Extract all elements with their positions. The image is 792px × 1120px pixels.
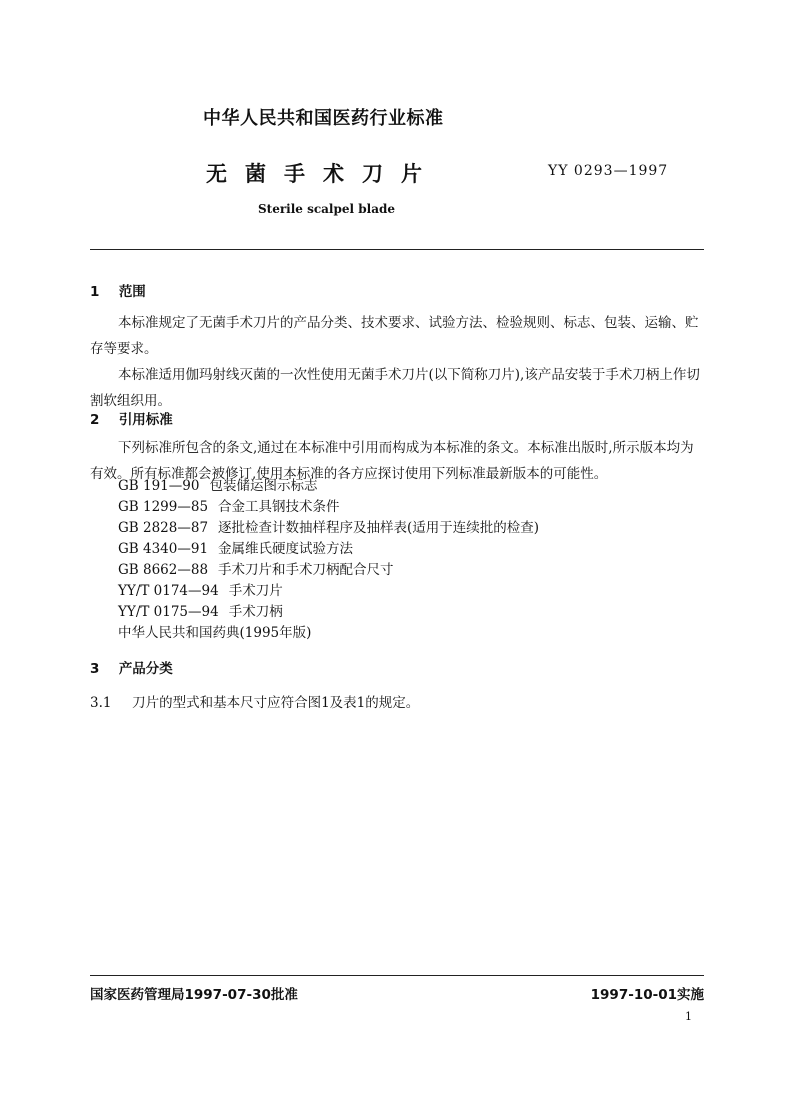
clause-text: 刀片的型式和基本尺寸应符合图1及表1的规定。: [132, 695, 420, 711]
reference-list: [118, 476, 539, 644]
section-heading-references: [90, 408, 173, 428]
section-title: 产品分类: [118, 661, 173, 677]
footer-divider: [90, 975, 704, 976]
header-divider: [90, 249, 704, 250]
clause-number: 3.1: [90, 695, 112, 711]
paragraph: 本标准规定了无菌手术刀片的产品分类、技术要求、试验方法、检验规则、标志、包装、运输、贮存等要求。: [90, 315, 699, 357]
issuing-standard-header: 中华人民共和国医药行业标准: [203, 108, 444, 129]
paragraph: 本标准适用伽玛射线灭菌的一次性使用无菌手术刀片(以下简称刀片),该产品安装于手术刀柄上作切割软组织用。: [90, 367, 700, 409]
section-heading-classification: [90, 657, 173, 677]
paragraph: 下列标准所包含的条文,通过在本标准中引用而构成为本标准的条文。本标准出版时,所示版本均为有效。所有标准都会被修订,使用本标准的各方应探讨使用下列标准最新版本的可能性。: [90, 440, 694, 482]
page-number: 1: [685, 1010, 692, 1023]
section-number: 3: [90, 661, 100, 677]
reference-item: GB 2828—87 逐批检查计数抽样程序及抽样表(适用于连续批的检查): [118, 520, 540, 536]
section-title: 范围: [118, 284, 146, 300]
reference-item: GB 4340—91 金属维氏硬度试验方法: [118, 541, 354, 557]
section-number: 1: [90, 284, 100, 300]
reference-item: YY/T 0175—94 手术刀柄: [118, 604, 283, 620]
standard-number: YY 0293—1997: [548, 163, 669, 179]
approval-line: 国家医药管理局1997-07-30批准: [90, 987, 298, 1003]
reference-item: GB 8662—88 手术刀片和手术刀柄配合尺寸: [118, 562, 394, 578]
reference-item: 中华人民共和国药典(1995年版): [118, 625, 312, 641]
document-title: 无菌手术刀片: [206, 162, 440, 186]
section-number: 2: [90, 412, 100, 428]
reference-item: GB 1299—85 合金工具钢技术条件: [118, 499, 340, 515]
reference-item: GB 191—90 包装储运图示标志: [118, 478, 318, 494]
reference-item: YY/T 0174—94 手术刀片: [118, 583, 283, 599]
section-heading-scope: [90, 280, 146, 300]
english-title: Sterile scalpel blade: [258, 202, 396, 216]
scope-paragraphs: [90, 310, 704, 414]
section-title: 引用标准: [118, 412, 173, 428]
clause-3-1: [90, 691, 419, 711]
implementation-date: 1997-10-01实施: [590, 987, 704, 1003]
